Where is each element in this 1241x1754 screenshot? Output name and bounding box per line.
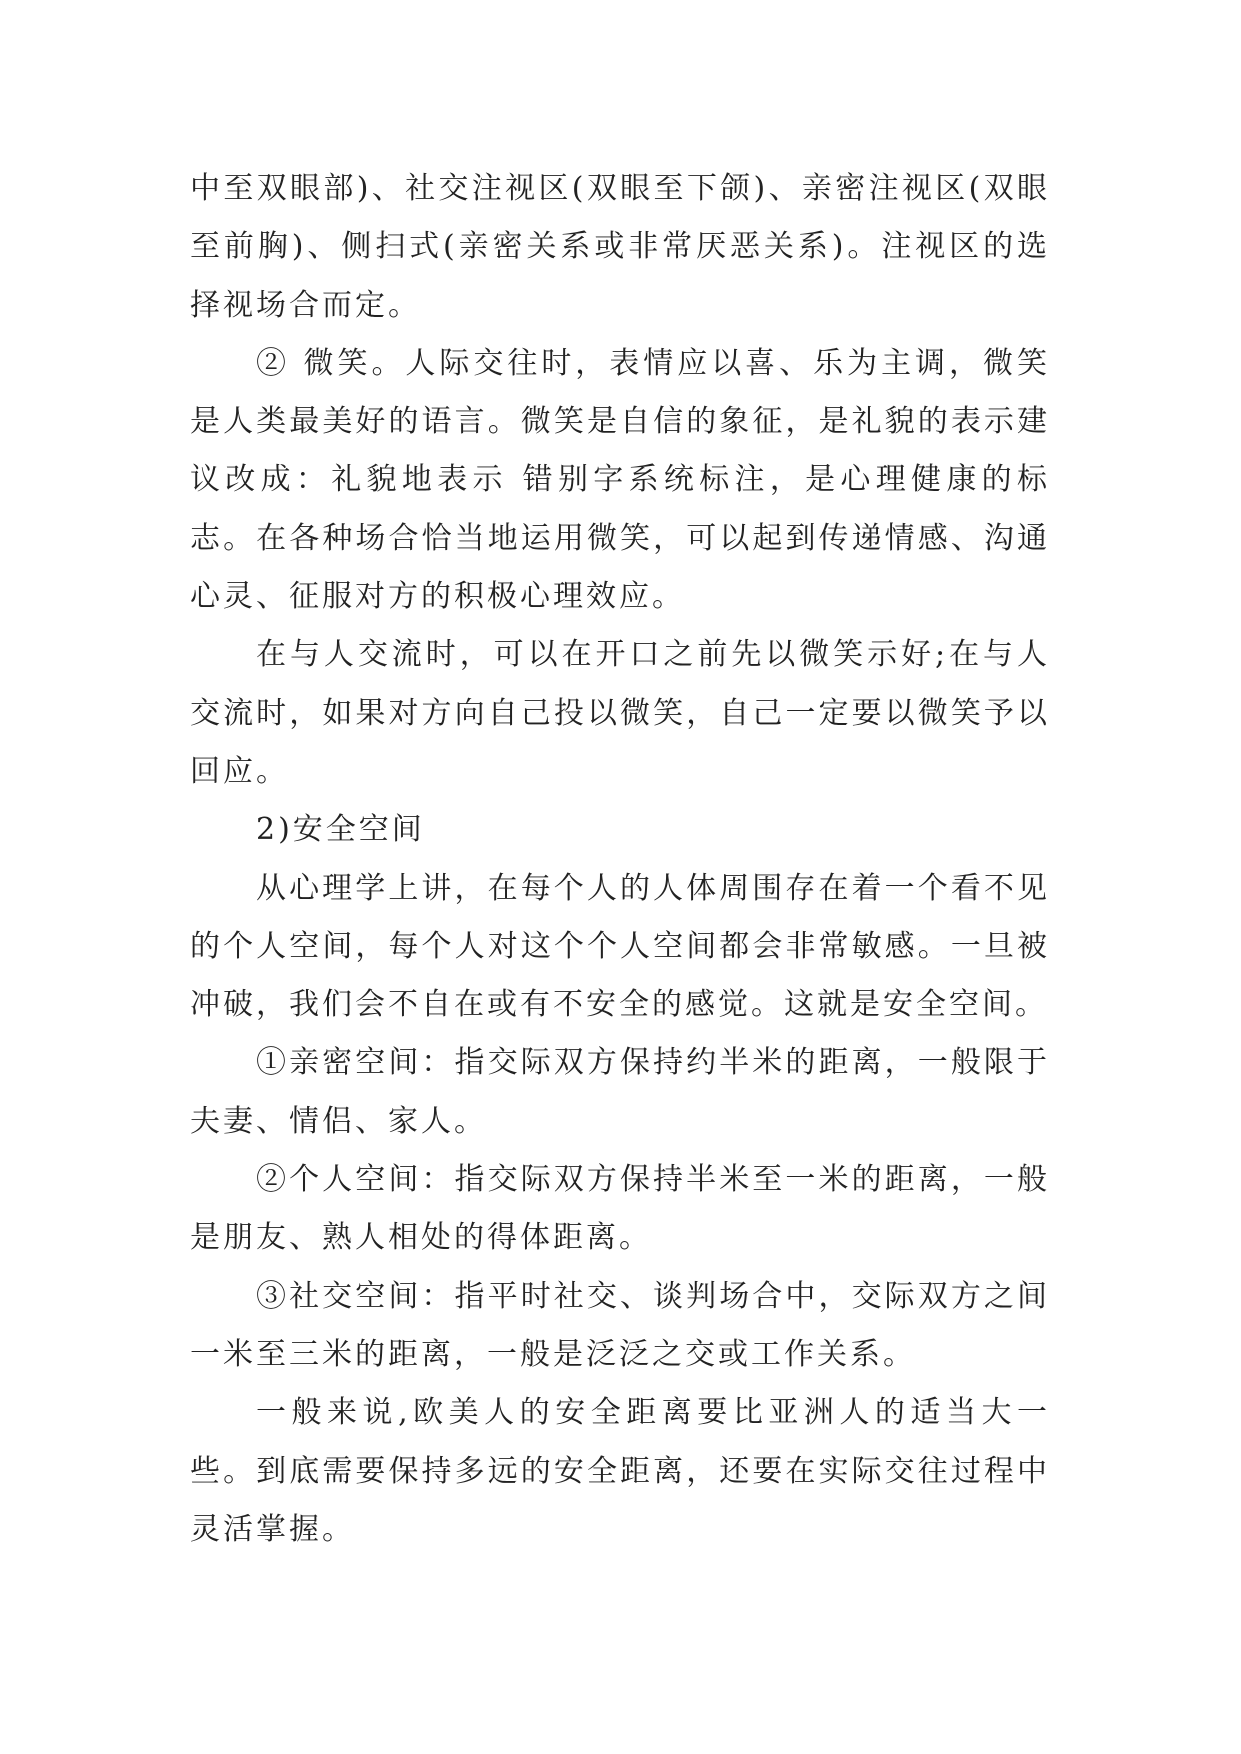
paragraph-safe-space-intro: 从心理学上讲，在每个人的人体周围存在着一个看不见的个人空间，每个人对这个个人空间都会非常敏感。一旦被冲破，我们会不自在或有不安全的感觉。这就是安全空间。 [190,870,1050,1023]
paragraph-safe-distance-summary: 一般来说,欧美人的安全距离要比亚洲人的适当大一些。到底需要保持多远的安全距离，还要在实际交往过程中灵活掌握。 [190,1395,1050,1547]
paragraph-gaze-zones: 中至双眼部)、社交注视区(双眼至下颌)、亲密注视区(双眼至前胸)、侧扫式(亲密关系或非常厌恶关系)。注视区的选择视场合而定。 [190,171,1050,323]
paragraph-intimate-space: ①亲密空间：指交际双方保持约半米的距离，一般限于夫妻、情侣、家人。 [190,1045,1050,1139]
paragraph-smile-communication: 在与人交流时，可以在开口之前先以微笑示好;在与人交流时，如果对方向自己投以微笑，自己一定要以微笑予以回应。 [190,637,1050,789]
document-body [190,160,1050,1559]
paragraph-social-space: ③社交空间：指平时社交、谈判场合中，交际双方之间一米至三米的距离，一般是泛泛之交或工作关系。 [190,1278,1050,1372]
paragraph-smile: ② 微笑。人际交往时，表情应以喜、乐为主调，微笑是人类最美好的语言。微笑是自信的象征，是礼貌的表示建议改成：礼貌地表示 错别字系统标注，是心理健康的标志。在各种场合恰当地运用微笑，可以起到传递情感、沟通心灵、征服对方的积极心理效应。 [190,345,1050,615]
section-heading-safe-space: 2)安全空间 [256,812,425,848]
paragraph-personal-space: ②个人空间：指交际双方保持半米至一米的距离，一般是朋友、熟人相处的得体距离。 [190,1162,1050,1256]
